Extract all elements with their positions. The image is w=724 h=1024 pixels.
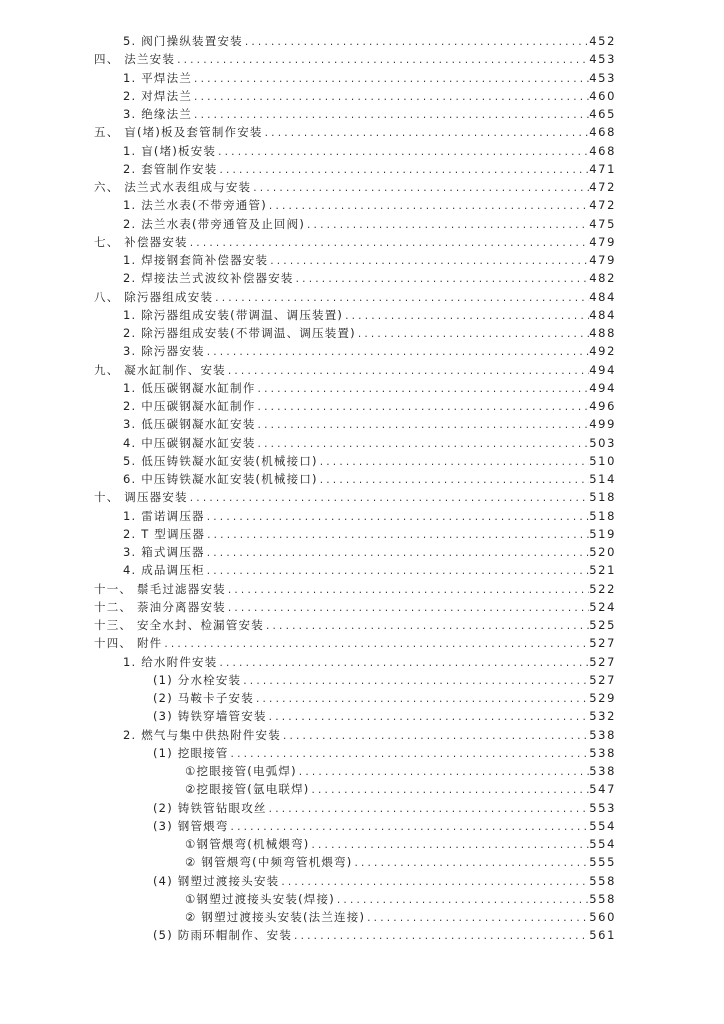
toc-entry-title: 1. 法兰水表(不带旁通管) [123,198,267,213]
toc-entry-page-number: 494 [589,362,616,377]
toc-entry-title: (2) 马鞍卡子安装 [153,691,254,705]
dot-leader [205,343,590,361]
toc-entry-title: (1) 分水栓安装 [153,672,242,687]
dot-leader [256,398,590,416]
toc-entry-line [123,215,616,234]
toc-entry-page-number: 558 [589,873,616,888]
toc-entry-page-number: 496 [589,399,616,413]
toc-entry-page-number: 558 [589,891,616,906]
toc-entry-title: 6. 中压铸铁凝水缸安装(机械接口) [123,472,318,486]
toc-entry[interactable] [0,744,724,762]
toc-entry-title: 2. 燃气与集中供热附件安装 [123,727,281,742]
toc-entry-page-number: 527 [589,636,616,651]
toc-entry-title: 5. 阀门操纵装置安装 [123,34,243,48]
toc-entry-line [153,707,616,726]
toc-entry-title: 十三、 安全水封、检漏管安装 [94,618,264,632]
toc-entry-line [94,178,616,197]
dot-leader [226,599,589,617]
dot-leader [251,179,589,197]
toc-entry[interactable] [0,488,724,506]
toc-entry-line [123,379,616,398]
toc-entry-line [123,306,616,325]
toc-entry[interactable] [0,105,724,123]
toc-entry-line [123,324,616,343]
toc-entry[interactable] [0,69,724,87]
toc-entry-page-number: 453 [589,70,616,85]
toc-entry-page-number: 529 [589,691,616,705]
toc-entry-title: 十一、 鬃毛过滤器安装 [94,581,226,596]
dot-leader [188,234,589,252]
toc-entry-title: 2. 法兰水表(带旁通管及止回阀) [123,216,305,231]
toc-entry-title: 2. 焊接法兰式波纹补偿器安装 [123,271,294,286]
toc-entry-line [123,142,616,161]
dot-leader [263,124,590,142]
toc-entry-line [123,726,616,745]
toc-entry-page-number: 484 [589,289,616,304]
toc-entry-line [94,616,616,635]
toc-entry-page-number: 554 [589,837,616,851]
dot-leader [297,763,589,781]
toc-entry-title: ②挖眼接管(氩电联焊) [185,782,310,797]
dot-leader [256,416,590,434]
toc-entry-line [94,361,616,380]
toc-entry[interactable] [0,361,724,379]
toc-entry-page-number: 468 [589,125,616,140]
toc-entry-line [185,908,616,927]
dot-leader [256,435,590,453]
toc-entry-line [123,561,616,580]
toc-entry-title: (3) 钢管煨弯 [153,818,229,833]
toc-entry[interactable] [0,872,724,890]
toc-entry-page-number: 514 [589,472,616,486]
toc-entry[interactable] [0,689,724,707]
toc-entry-line [185,890,616,909]
toc-entry[interactable] [0,342,724,360]
toc-entry-page-number: 553 [589,800,616,815]
toc-entry-title: 1. 除污器组成安装(带调温、调压装置) [123,307,344,322]
toc-entry[interactable] [0,123,724,141]
toc-entry[interactable] [0,580,724,598]
toc-entry-page-number: 510 [589,453,616,468]
toc-entry[interactable] [0,87,724,105]
toc-entry[interactable] [0,835,724,853]
toc-entry-title: 十四、 附件 [94,636,163,651]
toc-entry-title: ①钢管煨弯(机械煨弯) [185,837,310,851]
dot-leader [205,562,590,580]
toc-entry-page-number: 475 [589,216,616,231]
toc-entry[interactable] [0,160,724,178]
toc-entry-title: 1. 平焊法兰 [123,70,193,85]
toc-entry-title: 1. 盲(堵)板安装 [123,143,217,158]
toc-entry[interactable] [0,634,724,652]
toc-entry[interactable] [0,817,724,835]
toc-entry-page-number: 468 [589,143,616,158]
toc-entry[interactable] [0,762,724,780]
toc-entry[interactable] [0,653,724,671]
toc-entry-page-number: 518 [589,508,616,523]
toc-entry[interactable] [0,707,724,725]
toc-entry-line [94,488,616,507]
toc-entry-line [123,342,616,361]
toc-entry-page-number: 525 [589,618,616,632]
toc-entry-page-number: 554 [589,818,616,833]
dot-leader [281,727,589,745]
toc-entry-line [153,926,616,945]
toc-entry-page-number: 494 [589,380,616,395]
toc-entry-line [123,543,616,562]
toc-entry-title: 五、 盲(堵)板及套管制作安装 [94,125,263,140]
dot-leader [335,891,589,909]
toc-entry-page-number: 471 [589,161,616,176]
toc-entry-title: (4) 钢塑过渡接头安装 [153,873,280,888]
toc-entry[interactable] [0,561,724,579]
toc-entry-page-number: 524 [589,599,616,614]
toc-entry[interactable] [0,397,724,415]
dot-leader [254,690,589,708]
toc-entry[interactable] [0,306,724,324]
toc-entry-title: 七、 补偿器安装 [94,234,188,249]
toc-entry-line [123,269,616,288]
dot-leader [343,307,589,325]
toc-entry[interactable] [0,853,724,871]
toc-entry[interactable] [0,926,724,944]
toc-entry-page-number: 527 [589,654,616,669]
dot-leader [309,781,589,799]
toc-entry-title: 2. T 型调压器 [123,526,206,541]
toc-entry-line [153,671,616,690]
dot-leader [279,873,589,891]
toc-entry-line [123,653,616,672]
toc-entry-line [185,835,616,854]
dot-leader [192,88,589,106]
toc-entry-title: 1. 给水附件安装 [123,654,218,669]
toc-entry-line [123,434,616,453]
toc-entry-page-number: 453 [589,52,616,67]
toc-entry-title: 3. 箱式调压器 [123,545,205,559]
dot-leader [175,51,589,69]
toc-entry-title: 1. 焊接钢套筒补偿器安装 [123,253,269,267]
toc-entry[interactable] [0,415,724,433]
toc-entry-title: ② 钢管煨弯(中频弯管机煨弯) [185,855,353,870]
toc-entry-line [94,50,616,69]
toc-entry-title: 3. 绝缘法兰 [123,107,193,121]
toc-entry[interactable] [0,799,724,817]
dot-leader [162,635,589,653]
toc-entry-title: 八、 除污器组成安装 [94,289,214,304]
dot-leader [318,453,590,471]
dot-leader [216,143,589,161]
toc-entry-line [94,580,616,599]
toc-entry-page-number: 521 [589,563,616,578]
dot-leader [356,325,589,343]
toc-entry-title: 十、 调压器安装 [94,490,188,505]
toc-entry-title: 九、 凝水缸制作、安装 [94,362,226,377]
toc-entry[interactable] [0,507,724,525]
dot-leader [318,471,590,489]
toc-entry-page-number: 482 [589,271,616,286]
toc-entry-line [185,853,616,872]
toc-entry-title: 1. 低压碳钢凝水缸制作 [123,380,256,395]
toc-entry-title: 1. 雷诺调压器 [123,508,205,523]
dot-leader [188,489,589,507]
dot-leader [267,708,590,726]
toc-entry-title: 四、 法兰安装 [94,52,176,67]
toc-entry-page-number: 460 [589,88,616,103]
toc-entry-line [123,87,616,106]
toc-entry[interactable] [0,598,724,616]
toc-entry-title: 2. 除污器组成安装(不带调温、调压装置) [123,326,356,340]
dot-leader [264,617,589,635]
toc-entry-page-number: 503 [589,435,616,450]
toc-entry[interactable] [0,251,724,269]
toc-entry-page-number: 492 [589,344,616,359]
toc-entry[interactable] [0,780,724,798]
dot-leader [205,544,590,562]
toc-entry-page-number: 452 [589,34,616,48]
dot-leader [309,836,589,854]
toc-entry-title: ①挖眼接管(电弧焊) [185,764,297,778]
toc-entry-title: (1) 挖眼接管 [153,745,229,760]
toc-entry[interactable] [0,616,724,634]
toc-entry[interactable] [0,525,724,543]
dot-leader [292,927,589,945]
toc-entry-line [185,762,616,781]
toc-entry[interactable] [0,890,724,908]
toc-entry-line [123,470,616,489]
toc-entry[interactable] [0,178,724,196]
toc-entry-line [123,196,616,215]
toc-entry-page-number: 532 [589,709,616,724]
toc-entry-line [94,288,616,307]
toc-entry[interactable] [0,32,724,50]
toc-entry-page-number: 499 [589,417,616,432]
toc-entry-title: ①钢塑过渡接头安装(焊接) [185,891,335,906]
dot-leader [226,362,589,380]
toc-entry[interactable] [0,726,724,744]
toc-entry-line [94,598,616,617]
toc-entry-line [94,233,616,252]
dot-leader [213,289,589,307]
toc-entry-page-number: 518 [589,490,616,505]
toc-entry-title: 4. 中压碳钢凝水缸安装 [123,435,256,450]
toc-entry-title: 3. 除污器安装 [123,344,205,359]
toc-entry-title: (3) 铸铁穿墙管安装 [153,709,267,724]
dot-leader [241,672,589,690]
toc-entry-page-number: 519 [589,526,616,541]
toc-entry[interactable] [0,142,724,160]
toc-entry-page-number: 538 [589,745,616,760]
dot-leader [205,508,590,526]
toc-entry-page-number: 472 [589,180,616,194]
dot-leader [365,909,589,927]
toc-entry-page-number: 538 [589,727,616,742]
toc-entry-line [153,817,616,836]
toc-entry-title: 六、 法兰式水表组成与安装 [94,180,252,194]
dot-leader [226,581,589,599]
toc-entry[interactable] [0,379,724,397]
toc-entry[interactable] [0,543,724,561]
toc-entry-title: 2. 套管制作安装 [123,161,218,176]
toc-entry-title: 2. 对焊法兰 [123,88,193,103]
toc-entry-page-number: 472 [589,198,616,213]
toc-entry[interactable] [0,50,724,68]
dot-leader [205,526,589,544]
toc-entry[interactable] [0,908,724,926]
dot-leader [256,380,590,398]
table-of-contents [0,32,724,945]
toc-entry-page-number: 547 [589,782,616,797]
toc-entry-title: ② 钢塑过渡接头安装(法兰连接) [185,910,366,924]
toc-entry-title: 5. 低压铸铁凝水缸安装(机械接口) [123,453,318,468]
toc-entry-line [153,799,616,818]
toc-entry-title: 十二、 萘油分离器安装 [94,599,226,614]
toc-entry-line [123,397,616,416]
dot-leader [352,854,589,872]
toc-entry[interactable] [0,452,724,470]
dot-leader [267,800,590,818]
toc-entry[interactable] [0,288,724,306]
toc-entry-line [123,452,616,471]
toc-entry-page-number: 555 [589,855,616,870]
toc-entry-line [94,634,616,653]
dot-leader [229,745,590,763]
toc-entry[interactable] [0,324,724,342]
toc-entry[interactable] [0,470,724,488]
toc-entry-page-number: 484 [589,307,616,322]
toc-entry-page-number: 527 [589,672,616,687]
dot-leader [192,70,589,88]
toc-entry[interactable] [0,233,724,251]
toc-entry-line [153,689,616,708]
toc-entry-page-number: 538 [589,764,616,778]
toc-entry-page-number: 488 [589,326,616,340]
toc-entry-line [94,123,616,142]
toc-entry-page-number: 560 [589,910,616,924]
toc-entry-line [153,744,616,763]
dot-leader [267,197,589,215]
toc-entry[interactable] [0,215,724,233]
toc-entry-page-number: 479 [589,234,616,249]
toc-entry[interactable] [0,671,724,689]
toc-entry-title: (2) 铸铁管钻眼攻丝 [153,800,267,815]
toc-entry-title: 4. 成品调压柜 [123,563,205,578]
toc-entry-page-number: 465 [589,107,616,121]
dot-leader [268,252,589,270]
toc-entry[interactable] [0,269,724,287]
dot-leader [217,161,589,179]
toc-entry-page-number: 522 [589,581,616,596]
dot-leader [305,216,589,234]
toc-entry-page-number: 479 [589,253,616,267]
toc-entry[interactable] [0,196,724,214]
toc-entry-line [123,69,616,88]
toc-entry-line [123,507,616,526]
toc-entry-line [123,525,616,544]
toc-entry-page-number: 561 [589,928,616,943]
toc-entry-line [185,780,616,799]
toc-entry[interactable] [0,434,724,452]
toc-entry-title: 3. 低压碳钢凝水缸安装 [123,417,256,432]
dot-leader [192,106,589,124]
dot-leader [217,654,589,672]
toc-entry-line [123,160,616,179]
dot-leader [294,270,590,288]
toc-entry-line [123,415,616,434]
toc-entry-line [153,872,616,891]
dot-leader [229,818,590,836]
toc-entry-line [123,251,616,270]
toc-entry-title: (5) 防雨环帽制作、安装 [153,928,293,943]
toc-entry-title: 2. 中压碳钢凝水缸制作 [123,399,256,413]
dot-leader [243,33,589,51]
toc-entry-page-number: 520 [589,545,616,559]
toc-entry-line [123,32,616,51]
toc-entry-line [123,105,616,124]
